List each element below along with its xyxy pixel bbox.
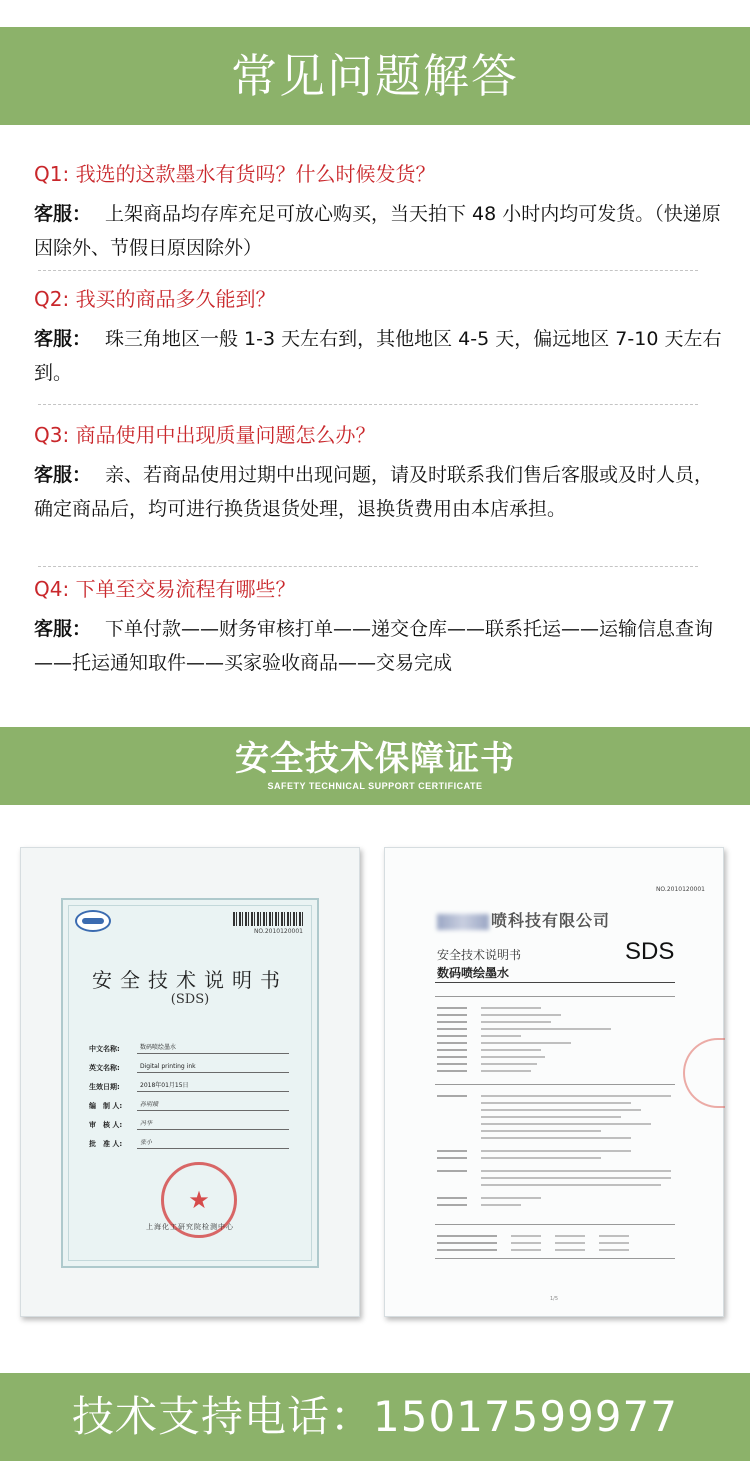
answer-label-2: 客服： [34, 328, 92, 350]
sds-rule [435, 1084, 675, 1085]
red-seal-icon: ★ [161, 1162, 237, 1238]
cert-row [89, 1054, 289, 1073]
cert-row-label: 中文名称: [89, 1045, 120, 1053]
faq-banner [0, 27, 750, 125]
sds-text-line [437, 1194, 677, 1201]
cert-row-signature: 孙明娥 [137, 1099, 289, 1111]
faq-answer-1 [34, 197, 724, 265]
certificate-left [20, 847, 360, 1317]
faq-question-1: Q1: 我选的这款墨水有货吗？什么时候发货？ [34, 162, 436, 186]
blurred-company-prefix [437, 914, 489, 930]
sds-text-line [437, 1011, 677, 1018]
cert-row-label: 生效日期: [89, 1083, 120, 1091]
certificate-right [384, 847, 724, 1317]
faq-divider [38, 270, 698, 271]
cert-row [89, 1111, 289, 1130]
support-phone[interactable]: 15017599977 [373, 1392, 678, 1441]
certificate-frame [61, 898, 319, 1268]
faq-title: 常见问题解答 [231, 49, 519, 103]
faq-item-2 [34, 284, 724, 390]
sds-text-line [437, 1025, 677, 1032]
cert-issuer: 上海化工研究院检测中心 [146, 1223, 234, 1231]
sds-doc-number: NO.2010120001 [655, 886, 705, 893]
cert-number: NO.2010120001 [253, 928, 303, 935]
sds-text-line [437, 1004, 677, 1011]
sds-text-line [437, 1147, 677, 1154]
sds-text-line [437, 1167, 677, 1174]
faq-item-3 [34, 420, 724, 526]
sds-text-line [437, 1154, 677, 1161]
cert-row [89, 1130, 289, 1149]
faq-question-2: Q2: 我买的商品多久能到？ [34, 287, 276, 311]
support-label: 技术支持电话： [72, 1392, 374, 1441]
sds-text-line [437, 1018, 677, 1025]
sds-table-row [437, 1239, 677, 1246]
cert-row [89, 1092, 289, 1111]
sds-text-line [437, 1060, 677, 1067]
sds-rule [435, 982, 675, 983]
cert-row-signature: 冯华 [137, 1118, 289, 1130]
sds-text-line [437, 1113, 677, 1120]
cert-row-label: 审 核 人: [89, 1121, 123, 1129]
sds-subtitle: SAFETY TECHNICAL SUPPORT CERTIFICATE [267, 781, 483, 791]
sds-text-line [437, 1201, 677, 1208]
answer-label-4: 客服： [34, 618, 92, 640]
answer-text-4: 下单付款——财务审核打单——递交仓库——联系托运——运输信息查询——托运通知取件——买家验收商品——交易完成 [34, 618, 714, 674]
cert-row-label: 编 制 人: [89, 1102, 123, 1110]
sds-text-line [437, 1046, 677, 1053]
sds-title: 安全技术保障证书 [235, 739, 515, 779]
sds-text-block [437, 1092, 677, 1208]
sds-text-line [437, 1174, 677, 1181]
cert-row-value: Digital printing ink [137, 1061, 289, 1073]
sds-text-line [437, 1039, 677, 1046]
sds-page-number: 1/5 [549, 1296, 559, 1302]
partial-seal-icon [683, 1038, 725, 1108]
sds-text-line [437, 1181, 677, 1188]
sds-text-line [437, 1092, 677, 1099]
cert-row-signature: 张小 [137, 1137, 289, 1149]
sds-table [437, 1232, 677, 1253]
faq-question-3: Q3: 商品使用中出现质量问题怎么办？ [34, 423, 376, 447]
cert-row-value: 数码喷绘墨水 [137, 1042, 289, 1054]
faq-item-1 [34, 159, 724, 265]
answer-label-1: 客服： [34, 203, 92, 225]
answer-text-1: 上架商品均存库充足可放心购买，当天拍下 48 小时内均可发货。（快递原因除外、节假日原因除外） [34, 203, 721, 259]
cert-row-label: 批 准 人: [89, 1140, 123, 1148]
sds-text-line [437, 1120, 677, 1127]
phone-banner [0, 1373, 750, 1461]
cert-title: 安全技术说明书 [92, 968, 288, 992]
sds-text-line [437, 1134, 677, 1141]
answer-text-3: 亲、若商品使用过期中出现问题，请及时联系我们售后客服或及时人员，确定商品后，均可进行换货退货处理，退换货费用由本店承担。 [34, 464, 714, 520]
faq-divider [38, 566, 698, 567]
sds-badge: SDS [625, 938, 675, 965]
sds-product-name: 数码喷绘墨水 [437, 966, 510, 980]
sds-rule [435, 1224, 675, 1225]
cert-subtitle: (SDS) [170, 992, 210, 1007]
cert-fields [89, 1035, 289, 1149]
faq-item-4 [34, 574, 724, 680]
cnas-logo-icon [75, 910, 111, 932]
cert-row [89, 1073, 289, 1092]
cert-row-label: 英文名称: [89, 1064, 120, 1072]
faq-answer-3 [34, 458, 724, 526]
faq-question-4: Q4: 下单至交易流程有哪些？ [34, 577, 296, 601]
sds-table-row [437, 1246, 677, 1253]
sds-text-line [437, 1053, 677, 1060]
company-suffix: 喷科技有限公司 [491, 911, 611, 930]
cert-row [89, 1035, 289, 1054]
faq-answer-2 [34, 322, 724, 390]
sds-table-row [437, 1232, 677, 1239]
sds-rule [435, 996, 675, 997]
cert-row-value: 2018年01月15日 [137, 1080, 289, 1092]
sds-text-block [437, 1004, 677, 1074]
sds-banner [0, 727, 750, 805]
company-name [437, 908, 610, 931]
answer-text-2: 珠三角地区一般 1-3 天左右到，其他地区 4-5 天，偏远地区 7-10 天左右到。 [34, 328, 722, 384]
barcode-icon [233, 912, 303, 926]
sds-text-line [437, 1127, 677, 1134]
faq-divider [38, 404, 698, 405]
support-line [0, 1373, 750, 1461]
answer-label-3: 客服： [34, 464, 92, 486]
sds-text-line [437, 1067, 677, 1074]
sds-text-line [437, 1099, 677, 1106]
faq-answer-4 [34, 612, 724, 680]
sds-rule [435, 1258, 675, 1259]
sds-doc-title: 安全技术说明书 [437, 948, 522, 962]
sds-text-line [437, 1106, 677, 1113]
sds-text-line [437, 1032, 677, 1039]
